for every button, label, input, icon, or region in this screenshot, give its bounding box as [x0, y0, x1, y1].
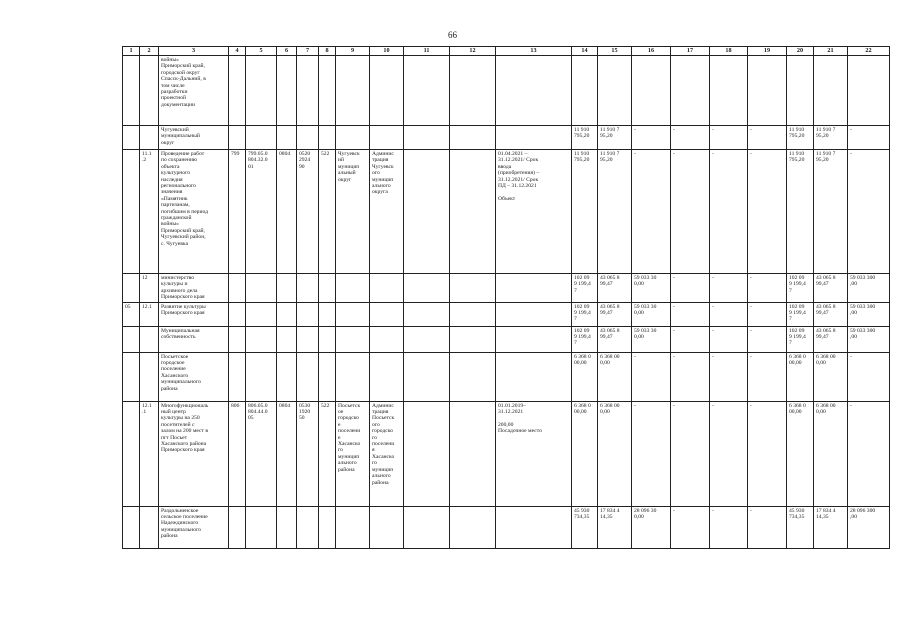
- table-cell: -: [671, 150, 710, 274]
- table-cell: -: [748, 150, 787, 274]
- table-cell: [450, 150, 496, 274]
- table-cell: [246, 274, 277, 303]
- column-header: 17: [671, 47, 710, 56]
- table-cell: [277, 274, 297, 303]
- table-cell: 6 368 00 0,00: [598, 401, 632, 506]
- table-cell: 11.1 .2: [140, 150, 159, 274]
- table-cell: [370, 352, 404, 401]
- table-cell: -: [671, 302, 710, 326]
- table-cell: [572, 56, 598, 126]
- column-header: 2: [140, 47, 159, 56]
- table-cell: [229, 274, 246, 303]
- column-header: 11: [404, 47, 450, 56]
- table-cell: -: [632, 150, 671, 274]
- table-cell: -: [848, 401, 890, 506]
- table-cell: [404, 274, 450, 303]
- table-cell: Админис трация Чугуевск ого муницип ального округа: [370, 150, 404, 274]
- table-cell: [229, 302, 246, 326]
- table-cell: [450, 352, 496, 401]
- table-row: [123, 126, 890, 150]
- column-header: 15: [598, 47, 632, 56]
- table-cell: -: [671, 352, 710, 401]
- table-cell: 799: [229, 150, 246, 274]
- table-cell: [450, 326, 496, 352]
- table-cell: [297, 302, 319, 326]
- table-cell: [370, 126, 404, 150]
- table-cell: Админис трация Посьетск ого городско го поселени я Хасанско го муницип ального района: [370, 401, 404, 506]
- table-cell: 45 930 734,35: [787, 506, 814, 548]
- table-cell: 43 065 8 99,47: [814, 302, 848, 326]
- table-cell: [632, 56, 671, 126]
- table-cell: [319, 326, 336, 352]
- table-row: [123, 506, 890, 548]
- table-cell: 11 910 7 95,20: [598, 126, 632, 150]
- table-cell: 6 368 00 0,00: [598, 352, 632, 401]
- table-cell: 102 09 9 199,4 7: [787, 274, 814, 303]
- table-cell: [404, 302, 450, 326]
- table-cell: Проведение работ по сохранению объекта культурного наследия регионального значения «Памятник партизанам, погибшим в период гражданской войны» Приморский край, Чугуевский район, с. Чугуевка: [159, 150, 229, 274]
- table-cell: 59 033 30 0,00: [632, 302, 671, 326]
- table-cell: 806.05.0 804.44.0 05: [246, 401, 277, 506]
- table-cell: [450, 56, 496, 126]
- table-cell: [319, 126, 336, 150]
- table-cell: 11 910 795,20: [787, 126, 814, 150]
- table-row: [123, 302, 890, 326]
- table-cell: 43 065 8 99,47: [814, 274, 848, 303]
- table-cell: [297, 352, 319, 401]
- table-cell: 11 910 7 95,20: [598, 150, 632, 274]
- table-cell: [748, 56, 787, 126]
- table-cell: [229, 126, 246, 150]
- table-cell: -: [632, 352, 671, 401]
- table-cell: 102 09 9 199,4 7: [572, 274, 598, 303]
- table-cell: [277, 506, 297, 548]
- table-cell: -: [848, 352, 890, 401]
- table-cell: 59 033 300 ,00: [848, 302, 890, 326]
- table-cell: 59 033 30 0,00: [632, 274, 671, 303]
- table-cell: [123, 274, 140, 303]
- table-cell: [496, 302, 572, 326]
- table-cell: [123, 401, 140, 506]
- table-cell: [450, 302, 496, 326]
- table-cell: -: [671, 126, 710, 150]
- table-cell: [404, 56, 450, 126]
- column-header: 6: [277, 47, 297, 56]
- table-cell: 6 368 0 00,00: [787, 401, 814, 506]
- table-cell: [297, 126, 319, 150]
- table-cell: [404, 326, 450, 352]
- table-cell: -: [710, 506, 748, 548]
- table-cell: -: [710, 401, 748, 506]
- table-cell: [496, 352, 572, 401]
- table-cell: [671, 56, 710, 126]
- table-cell: Чугуевск ий муницип альный округ: [336, 150, 370, 274]
- table-cell: [123, 506, 140, 548]
- table-cell: 102 09 9 199,4 7: [572, 302, 598, 326]
- column-header: 5: [246, 47, 277, 56]
- table-cell: [336, 352, 370, 401]
- table-cell: [297, 506, 319, 548]
- page-number: 66: [448, 30, 457, 40]
- table-cell: [229, 326, 246, 352]
- table-cell: 17 834 4 14,35: [814, 506, 848, 548]
- table-cell: Чугуевский муниципальный округ: [159, 126, 229, 150]
- column-header: 18: [710, 47, 748, 56]
- table-cell: [140, 352, 159, 401]
- table-cell: 59 033 30 0,00: [632, 326, 671, 352]
- column-header: 9: [336, 47, 370, 56]
- table-cell: -: [748, 302, 787, 326]
- table-cell: [246, 326, 277, 352]
- table-cell: 59 033 300 ,00: [848, 326, 890, 352]
- table-cell: [404, 126, 450, 150]
- column-header: 19: [748, 47, 787, 56]
- table-cell: 43 065 8 99,47: [598, 326, 632, 352]
- table-cell: [246, 352, 277, 401]
- table-cell: 17 834 4 14,35: [598, 506, 632, 548]
- table-cell: [370, 274, 404, 303]
- table-cell: 522: [319, 150, 336, 274]
- table-cell: [277, 352, 297, 401]
- table-cell: [140, 56, 159, 126]
- header-row: [123, 47, 890, 56]
- table-cell: 11 910 7 95,20: [814, 126, 848, 150]
- table-cell: 11 910 795,20: [572, 150, 598, 274]
- table-cell: [598, 56, 632, 126]
- table-cell: [319, 352, 336, 401]
- table-cell: 806: [229, 401, 246, 506]
- table-cell: 05: [123, 302, 140, 326]
- table-cell: 0530 1920 50: [297, 401, 319, 506]
- table-cell: [229, 56, 246, 126]
- table-row: [123, 56, 890, 126]
- table-cell: [370, 302, 404, 326]
- table-cell: [319, 56, 336, 126]
- table-cell: 45 930 734,35: [572, 506, 598, 548]
- table-cell: [848, 56, 890, 126]
- table-cell: [140, 326, 159, 352]
- table-cell: -: [710, 326, 748, 352]
- table-cell: [710, 56, 748, 126]
- table-cell: 6 368 0 00,00: [572, 401, 598, 506]
- table-cell: [319, 506, 336, 548]
- table-cell: 102 09 9 199,4 7: [787, 302, 814, 326]
- table-cell: [336, 326, 370, 352]
- table-cell: 6 368 0 00,00: [572, 352, 598, 401]
- table-cell: [336, 126, 370, 150]
- table-row: [123, 274, 890, 303]
- table-cell: -: [848, 150, 890, 274]
- table-cell: 43 065 8 99,47: [814, 326, 848, 352]
- table-cell: [404, 150, 450, 274]
- table-cell: [404, 352, 450, 401]
- table-cell: 01.04.2021 – 31.12.2021/ Срок ввода (приобретения) – 31.12.2021/ Срок ПД – 31.12.2021 Объект: [496, 150, 572, 274]
- table-cell: [370, 56, 404, 126]
- table-cell: -: [671, 401, 710, 506]
- table-cell: 6 368 0 00,00: [787, 352, 814, 401]
- table-cell: Многофункциональ ный центр культуры на 250 посетителей с залом на 200 мест в пгт Посьет Хасанского района Приморского края: [159, 401, 229, 506]
- table-cell: [277, 56, 297, 126]
- table-cell: [496, 326, 572, 352]
- table-cell: [787, 56, 814, 126]
- table-cell: Муниципальная собственность: [159, 326, 229, 352]
- table-cell: 59 033 300 ,00: [848, 274, 890, 303]
- table-cell: [496, 274, 572, 303]
- table-cell: [246, 56, 277, 126]
- table-cell: 11 910 795,20: [787, 150, 814, 274]
- table-cell: [246, 126, 277, 150]
- column-header: 14: [572, 47, 598, 56]
- table-cell: 6 368 00 0,00: [814, 352, 848, 401]
- table-cell: -: [710, 302, 748, 326]
- column-header: 21: [814, 47, 848, 56]
- column-header: 13: [496, 47, 572, 56]
- table-cell: 11 910 795,20: [572, 126, 598, 150]
- table-cell: -: [748, 352, 787, 401]
- table-cell: Развитие культуры Приморского края: [159, 302, 229, 326]
- table-cell: Посьетск ое городско е поселени е Хасанско го муницип ального района: [336, 401, 370, 506]
- table-cell: [123, 150, 140, 274]
- table-cell: 0520 2924 90: [297, 150, 319, 274]
- table-cell: [123, 126, 140, 150]
- table-cell: [123, 56, 140, 126]
- table-cell: [450, 274, 496, 303]
- table-cell: 01.01.2019– 31.12.2021 200,00 Посадочное место: [496, 401, 572, 506]
- table-cell: -: [710, 352, 748, 401]
- column-header: 12: [450, 47, 496, 56]
- table-cell: 0804: [277, 150, 297, 274]
- column-header: 4: [229, 47, 246, 56]
- table-cell: [123, 352, 140, 401]
- table-cell: [140, 126, 159, 150]
- table-cell: -: [710, 274, 748, 303]
- table-cell: [277, 302, 297, 326]
- table-cell: [336, 302, 370, 326]
- table-cell: -: [848, 126, 890, 150]
- table-cell: -: [671, 274, 710, 303]
- table-cell: 6 368 00 0,00: [814, 401, 848, 506]
- table-cell: Раздольненское сельское поселение Надеждинского муниципального района: [159, 506, 229, 548]
- table-cell: [404, 506, 450, 548]
- column-header: 7: [297, 47, 319, 56]
- table-cell: [370, 326, 404, 352]
- table-cell: [246, 506, 277, 548]
- column-header: 3: [159, 47, 229, 56]
- table-cell: [496, 56, 572, 126]
- table-cell: 28 096 30 0,00: [632, 506, 671, 548]
- table-cell: [370, 506, 404, 548]
- table-cell: -: [632, 126, 671, 150]
- table-cell: [450, 401, 496, 506]
- column-header: 22: [848, 47, 890, 56]
- table-cell: [404, 401, 450, 506]
- table-cell: -: [710, 126, 748, 150]
- budget-table: [122, 46, 890, 549]
- table-cell: 102 09 9 199,4 7: [787, 326, 814, 352]
- column-header: 1: [123, 47, 140, 56]
- table-cell: [319, 274, 336, 303]
- table-cell: -: [748, 126, 787, 150]
- table-row: [123, 352, 890, 401]
- table-cell: 0804: [277, 401, 297, 506]
- table-cell: -: [748, 326, 787, 352]
- column-header: 10: [370, 47, 404, 56]
- table-row: [123, 326, 890, 352]
- table-cell: [319, 302, 336, 326]
- table-cell: 522: [319, 401, 336, 506]
- table-cell: [496, 506, 572, 548]
- table-cell: 43 065 8 99,47: [598, 302, 632, 326]
- table-cell: 11 910 7 95,20: [814, 150, 848, 274]
- table-cell: 28 096 300 ,00: [848, 506, 890, 548]
- table-cell: [140, 506, 159, 548]
- table-cell: [336, 274, 370, 303]
- table-cell: 12.1 .1: [140, 401, 159, 506]
- table-cell: [246, 302, 277, 326]
- table-cell: -: [671, 506, 710, 548]
- table-cell: -: [748, 506, 787, 548]
- table-cell: [277, 126, 297, 150]
- table-cell: 43 065 8 99,47: [598, 274, 632, 303]
- table-cell: Посьетское городское поселение Хасанского муниципального района: [159, 352, 229, 401]
- table-cell: [277, 326, 297, 352]
- table-cell: [123, 326, 140, 352]
- table-cell: [496, 126, 572, 150]
- column-header: 20: [787, 47, 814, 56]
- table-row: [123, 150, 890, 274]
- table-cell: [297, 274, 319, 303]
- table-cell: 799.05.0 804.32.0 01: [246, 150, 277, 274]
- table-cell: [336, 56, 370, 126]
- table-cell: -: [632, 401, 671, 506]
- table-cell: -: [671, 326, 710, 352]
- table-cell: 102 09 9 199,4 7: [572, 326, 598, 352]
- table-cell: -: [710, 150, 748, 274]
- table-cell: [450, 506, 496, 548]
- table-cell: [814, 56, 848, 126]
- table-cell: [297, 326, 319, 352]
- table-cell: -: [748, 274, 787, 303]
- table-cell: [229, 352, 246, 401]
- table-cell: -: [748, 401, 787, 506]
- table-cell: [297, 56, 319, 126]
- table-cell: 12: [140, 274, 159, 303]
- table-cell: 12.1: [140, 302, 159, 326]
- table-cell: войны» Приморский край, городской округ Спасск-Дальний, в том числе разработки проектной документации: [159, 56, 229, 126]
- table-cell: [336, 506, 370, 548]
- table-row: [123, 401, 890, 506]
- column-header: 16: [632, 47, 671, 56]
- table-cell: [229, 506, 246, 548]
- column-header: 8: [319, 47, 336, 56]
- table-cell: [450, 126, 496, 150]
- table-cell: министерство культуры и архивного дела Приморского края: [159, 274, 229, 303]
